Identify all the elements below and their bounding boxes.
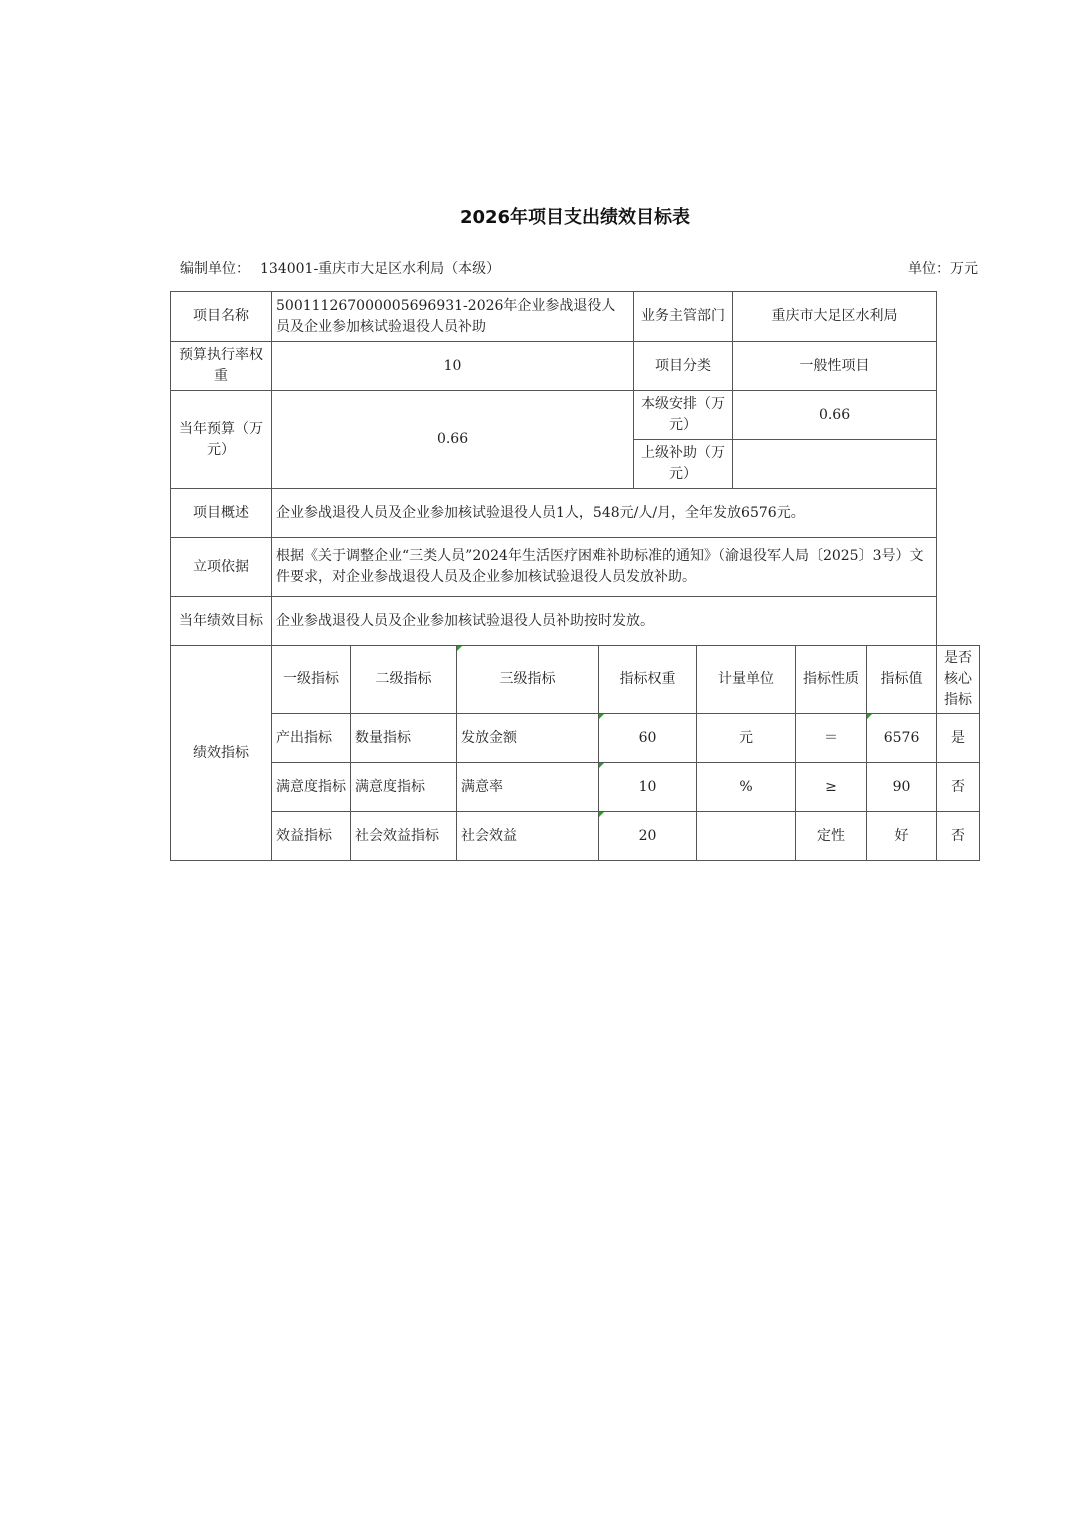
row1-level2: 数量指标 — [351, 714, 457, 763]
performance-table — [170, 291, 980, 861]
page-title: 2026年项目支出绩效目标表 — [459, 207, 691, 228]
compiling-unit — [180, 258, 510, 278]
row1-weight: 60 — [599, 714, 697, 763]
header-value: 指标值 — [867, 646, 937, 714]
row2-value: 90 — [867, 763, 937, 812]
header-level3: 三级指标 — [457, 646, 599, 714]
annual-budget-label: 当年预算（万元） — [171, 391, 272, 489]
project-name-label: 项目名称 — [171, 292, 272, 342]
row1-level1: 产出指标 — [272, 714, 351, 763]
row1-value: 6576 — [867, 714, 937, 763]
row1-core: 是 — [937, 714, 980, 763]
annual-budget-value: 0.66 — [272, 391, 634, 489]
header-nature: 指标性质 — [796, 646, 867, 714]
compiling-unit-value: 134001-重庆市大足区水利局（本级） — [260, 261, 501, 277]
row3-unit — [697, 812, 796, 861]
indicators-label: 绩效指标 — [171, 646, 272, 861]
project-category-label: 项目分类 — [634, 342, 733, 391]
project-name-value: 500111267000005696931-2026年企业参战退役人员及企业参加核试验退役人员补助 — [272, 292, 634, 342]
row3-level3: 社会效益 — [457, 812, 599, 861]
header-unit: 计量单位 — [697, 646, 796, 714]
row2-nature: ≥ — [796, 763, 867, 812]
local-allocation-label: 本级安排（万元） — [634, 391, 733, 440]
row1-nature: ＝ — [796, 714, 867, 763]
row2-level1: 满意度指标 — [272, 763, 351, 812]
table-row — [171, 763, 980, 812]
row2-unit: % — [697, 763, 796, 812]
header-core: 是否核心指标 — [937, 646, 980, 714]
currency-unit: 单位：万元 — [908, 261, 978, 277]
row3-level2: 社会效益指标 — [351, 812, 457, 861]
row2-core: 否 — [937, 763, 980, 812]
overview-value: 企业参战退役人员及企业参加核试验退役人员1人，548元/人/月，全年发放6576元。 — [272, 489, 937, 538]
row2-level3: 满意率 — [457, 763, 599, 812]
execution-weight-value: 10 — [272, 342, 634, 391]
department-value: 重庆市大足区水利局 — [733, 292, 937, 342]
table-row — [171, 812, 980, 861]
row3-weight: 20 — [599, 812, 697, 861]
row1-level3: 发放金额 — [457, 714, 599, 763]
upper-subsidy-label: 上级补助（万元） — [634, 440, 733, 489]
row1-unit: 元 — [697, 714, 796, 763]
department-label: 业务主管部门 — [634, 292, 733, 342]
annual-goal-label: 当年绩效目标 — [171, 597, 272, 646]
header-level1: 一级指标 — [272, 646, 351, 714]
annual-goal-value: 企业参战退役人员及企业参加核试验退役人员补助按时发放。 — [272, 597, 937, 646]
row2-weight: 10 — [599, 763, 697, 812]
basis-value: 根据《关于调整企业“三类人员”2024年生活医疗困难补助标准的通知》（渝退役军人局〔2025〕3号）文件要求，对企业参战退役人员及企业参加核试验退役人员发放补助。 — [272, 538, 937, 597]
basis-label: 立项依据 — [171, 538, 272, 597]
header-weight: 指标权重 — [599, 646, 697, 714]
row2-level2: 满意度指标 — [351, 763, 457, 812]
project-category-value: 一般性项目 — [733, 342, 937, 391]
table-row — [171, 714, 980, 763]
upper-subsidy-value — [733, 440, 937, 489]
overview-label: 项目概述 — [171, 489, 272, 538]
local-allocation-value: 0.66 — [733, 391, 937, 440]
compiling-unit-label: 编制单位： — [180, 261, 250, 277]
row3-core: 否 — [937, 812, 980, 861]
row3-level1: 效益指标 — [272, 812, 351, 861]
row3-value: 好 — [867, 812, 937, 861]
header-level2: 二级指标 — [351, 646, 457, 714]
execution-weight-label: 预算执行率权重 — [171, 342, 272, 391]
row3-nature: 定性 — [796, 812, 867, 861]
